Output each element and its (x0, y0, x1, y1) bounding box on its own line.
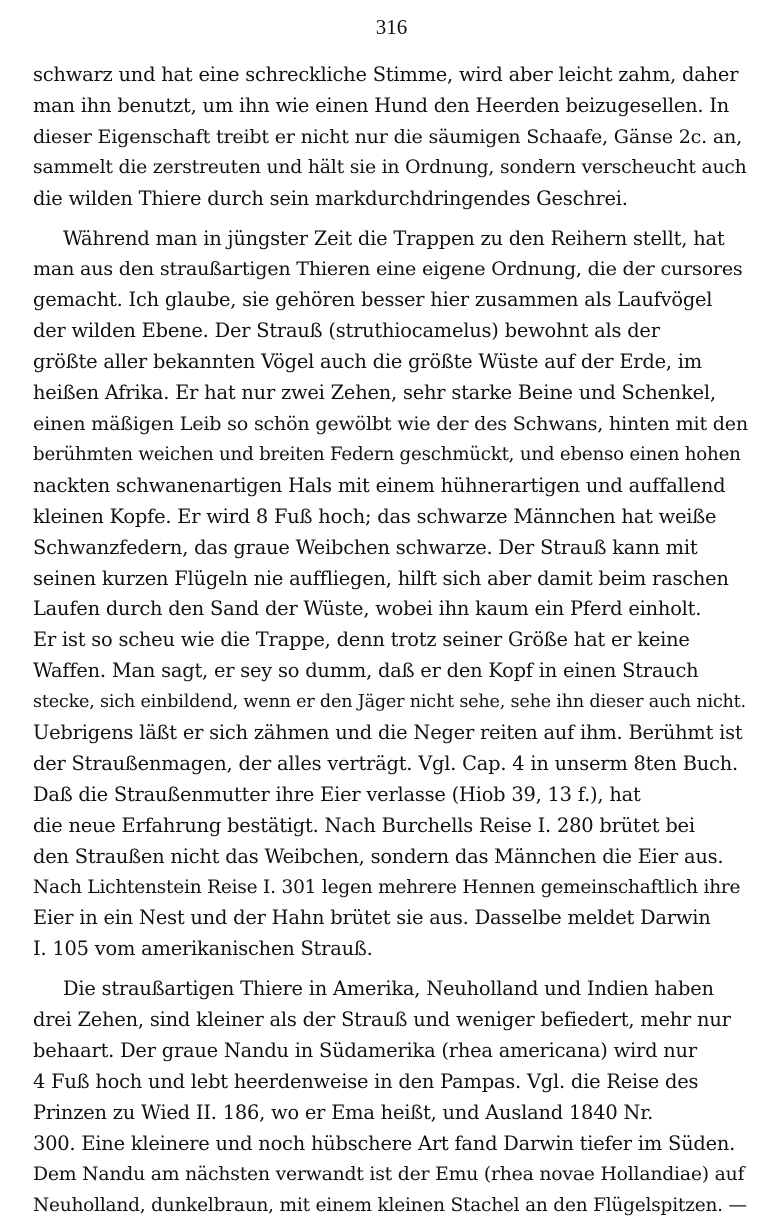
text-line: den Straußen nicht das Weibchen, sondern das Männchen die Eier aus. (33, 844, 724, 868)
text-line: Daß die Straußenmutter ihre Eier verlasse (Hiob 39, 13 f.), hat (33, 782, 641, 806)
text-line: Laufen durch den Sand der Wüste, wobei ihn kaum ein Pferd einholt. (33, 597, 702, 621)
text-line: I. 105 vom amerikanischen Strauß. (33, 937, 373, 961)
page-number: 316 (375, 15, 408, 39)
text-line: berühmten weichen und breiten Federn geschmückt, und ebenso einen hohen (33, 443, 741, 465)
paragraph-1 (33, 60, 750, 215)
text-line: seinen kurzen Flügeln nie auffliegen, hilft sich aber damit beim raschen (33, 566, 729, 590)
text-line: 4 Fuß hoch und lebt heerdenweise in den Pampas. Vgl. die Reise des (33, 1070, 699, 1093)
text-line: drei Zehen, sind kleiner als der Strauß und weniger befiedert, mehr nur (33, 1008, 731, 1032)
text-line: Prinzen zu Wied II. 186, wo er Ema heißt, und Ausland 1840 Nr. (33, 1100, 654, 1124)
text-line: Dem Nandu am nächsten verwandt ist der Emu (rhea novae Hollandiae) auf (33, 1163, 745, 1185)
text-line: man ihn benutzt, um ihn wie einen Hund den Heerden beizugesellen. In (33, 93, 730, 117)
text-line: einen mäßigen Leib so schön gewölbt wie der des Schwans, hinten mit den (33, 411, 749, 435)
paragraph-3 (33, 974, 750, 1221)
text-line: behaart. Der graue Nandu in Südamerika (rhea americana) wird nur (33, 1039, 697, 1063)
text-line: dieser Eigenschaft treibt er nicht nur die säumigen Schaafe, Gänse 2c. an, (33, 124, 743, 148)
text-line: Neuholland, dunkelbraun, mit einem kleinen Stachel an den Flügelspitzen. — (33, 1194, 747, 1216)
text-line: Nach Lichtenstein Reise I. 301 legen mehrere Hennen gemeinschaftlich ihre (33, 876, 741, 898)
text-line: größte aller bekannten Vögel auch die größte Wüste auf der Erde, im (33, 350, 702, 374)
text-line: Uebrigens läßt er sich zähmen und die Neger reiten auf ihm. Berühmt ist (33, 721, 743, 745)
paragraph-gap (33, 215, 750, 224)
text-line: Eier in ein Nest und der Hahn brütet sie aus. Dasselbe meldet Darwin (33, 906, 711, 930)
paragraph-2 (33, 224, 750, 966)
text-line: gemacht. Ich glaube, sie gehören besser hier zusammen als Laufvögel (33, 288, 713, 312)
text-line: kleinen Kopfe. Er wird 8 Fuß hoch; das schwarze Männchen hat weiße (33, 504, 717, 528)
text-line: Waffen. Man sagt, er sey so dumm, daß er den Kopf in einen Strauch (33, 659, 699, 683)
text-line: Während man in jüngster Zeit die Trappen zu den Reihern stellt, hat (63, 226, 725, 250)
text-line: Die straußartigen Thiere in Amerika, Neuholland und Indien haben (63, 977, 714, 1001)
text-line: schwarz und hat eine schreckliche Stimme, wird aber leicht zahm, daher (33, 63, 739, 86)
text-line: 300. Eine kleinere und noch hübschere Art fand Darwin tiefer im Süden. (33, 1131, 736, 1155)
text-line: Schwanzfedern, das graue Weibchen schwarze. Der Strauß kann mit (33, 535, 698, 559)
text-line: der wilden Ebene. Der Strauß (struthiocamelus) bewohnt als der (33, 319, 660, 343)
text-line: Er ist so scheu wie die Trappe, denn trotz seiner Größe hat er keine (33, 628, 690, 652)
text-line: die wilden Thiere durch sein markdurchdringendes Geschrei. (33, 186, 628, 210)
text-line: sammelt die zerstreuten und hält sie in Ordnung, sondern verscheucht auch (33, 156, 747, 178)
text-line: der Straußenmagen, der alles verträgt. Vgl. Cap. 4 in unserm 8ten Buch. (33, 751, 738, 775)
text-line: die neue Erfahrung bestätigt. Nach Burchells Reise I. 280 brütet bei (33, 813, 695, 837)
text-line: man aus den straußartigen Thieren eine eigene Ordnung, die der cursores (33, 257, 743, 281)
text-line: stecke, sich einbildend, wenn er den Jäger nicht sehe, sehe ihn dieser auch nicht. (33, 692, 746, 713)
paragraph-gap (33, 965, 750, 974)
text-line: heißen Afrika. Er hat nur zwei Zehen, sehr starke Beine und Schenkel, (33, 381, 716, 405)
text-line: nackten schwanenartigen Hals mit einem hühnerartigen und auffallend (33, 473, 726, 497)
